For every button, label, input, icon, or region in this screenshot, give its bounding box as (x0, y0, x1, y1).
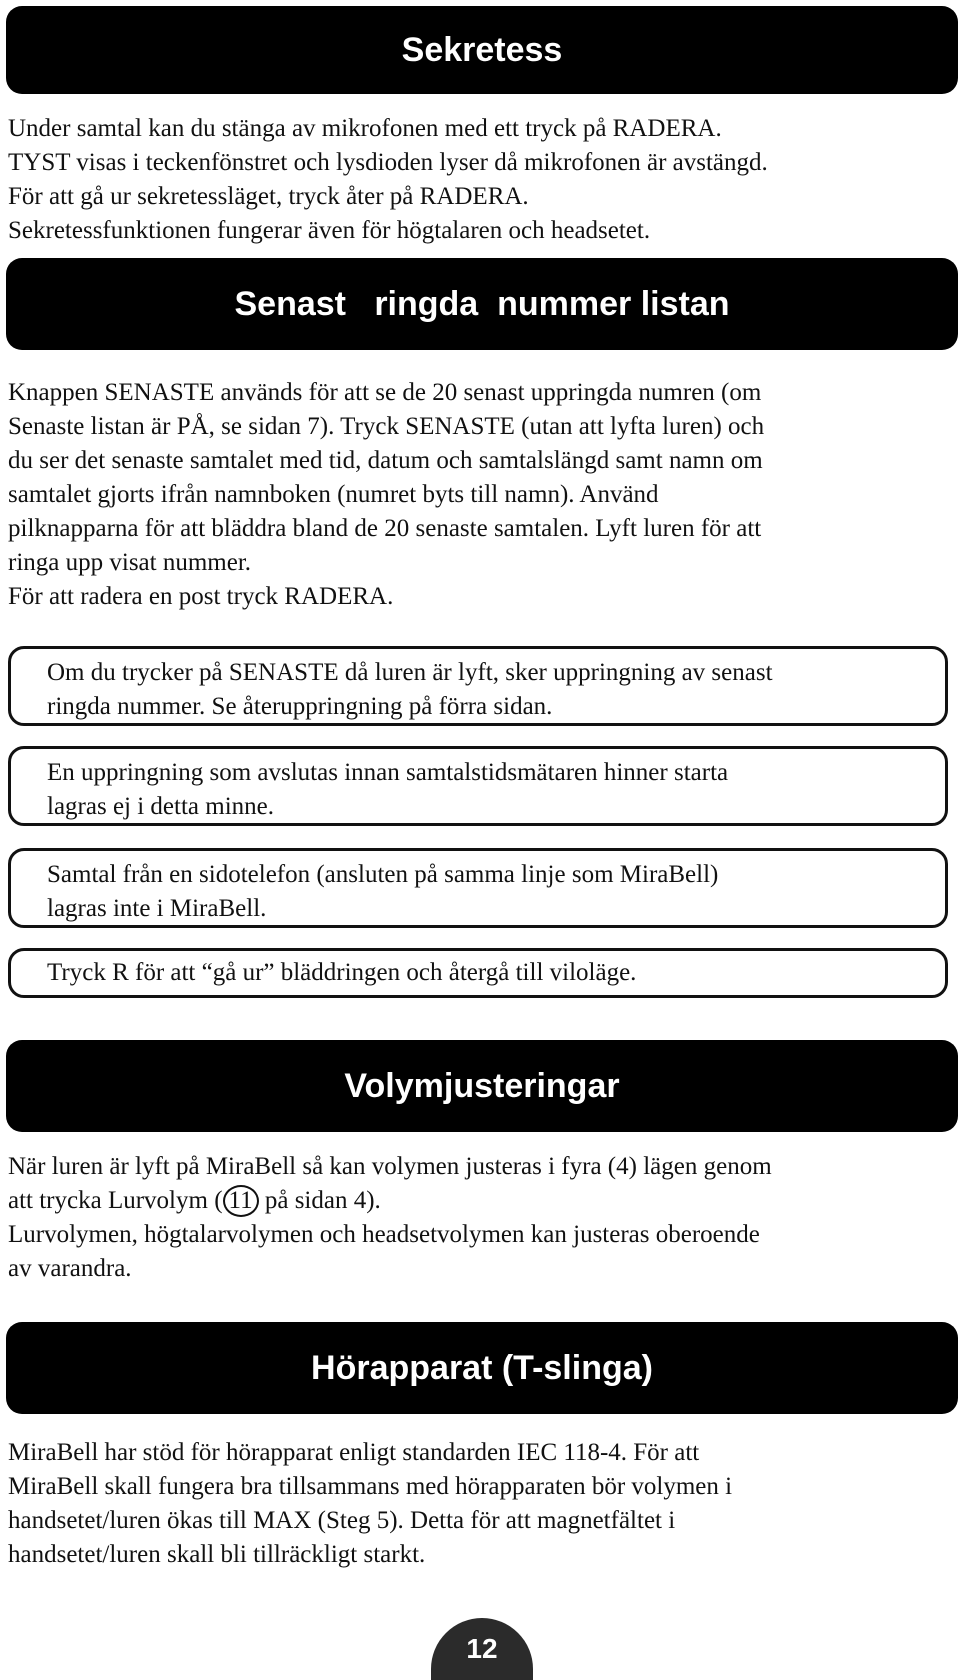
text-line: ringa upp visat nummer. (8, 549, 252, 576)
text-line: När luren är lyft på MiraBell så kan volymen justeras i fyra (4) lägen genom (8, 1153, 772, 1180)
note-box (8, 948, 948, 998)
page-number-badge (431, 1618, 533, 1680)
section-heading-sekretess (6, 6, 958, 94)
text-line: MiraBell skall fungera bra tillsammans med hörapparaten bör volymen i (8, 1473, 733, 1500)
text-line: Lurvolymen, högtalarvolymen och headsetvolymen kan justeras oberoende (8, 1221, 760, 1248)
senast-paragraph (8, 376, 956, 614)
text-line: lagras inte i MiraBell. (47, 895, 267, 922)
text-line: handsetet/luren skall bli tillräckligt starkt. (8, 1541, 426, 1568)
text-line: Under samtal kan du stänga av mikrofonen med ett tryck på RADERA. (8, 115, 722, 142)
section-title: Senast ringda nummer listan (234, 284, 730, 323)
text-line: samtalet gjorts ifrån namnboken (numret byts till namn). Använd (8, 481, 659, 508)
section-heading-volym (6, 1040, 958, 1132)
text-line: du ser det senaste samtalet med tid, datum och samtalslängd samt namn om (8, 447, 763, 474)
text-line: För att gå ur sekretessläget, tryck åter på RADERA. (8, 183, 529, 210)
text-line: Sekretessfunktionen fungerar även för högtalaren och headsetet. (8, 217, 651, 244)
text-line: Samtal från en sidotelefon (ansluten på samma linje som MiraBell) (47, 861, 719, 888)
key-11-reference: 11 (223, 1185, 259, 1217)
text-line: lagras ej i detta minne. (47, 793, 275, 820)
text-line: Tryck R för att “gå ur” bläddringen och återgå till viloläge. (47, 959, 637, 986)
section-heading-horapparat (6, 1322, 958, 1414)
text-line: TYST visas i teckenfönstret och lysdioden lyser då mikrofonen är avstängd. (8, 149, 768, 176)
section-title: Volymjusteringar (344, 1066, 620, 1105)
text-line: MiraBell har stöd för hörapparat enligt standarden IEC 118-4. För att (8, 1439, 700, 1466)
note-box (8, 646, 948, 726)
volym-paragraph (8, 1150, 956, 1286)
text-line: En uppringning som avslutas innan samtalstidsmätaren hinner starta (47, 759, 729, 786)
page-number: 12 (466, 1633, 498, 1664)
sekretess-paragraph (8, 112, 956, 248)
text-line: Senaste listan är PÅ, se sidan 7). Tryck SENASTE (utan att lyfta luren) och (8, 413, 765, 440)
text-line: av varandra. (8, 1255, 132, 1282)
text-line: Knappen SENASTE används för att se de 20 senast uppringda numren (om (8, 379, 762, 406)
text-line: ringda nummer. Se återuppringning på förra sidan. (47, 693, 553, 720)
text-line (8, 1184, 956, 1218)
text-fragment: på sidan 4). (258, 1187, 381, 1214)
text-line: handsetet/luren ökas till MAX (Steg 5). Detta för att magnetfältet i (8, 1507, 676, 1534)
text-fragment: att trycka Lurvolym ( (8, 1187, 223, 1214)
text-line: pilknapparna för att bläddra bland de 20 senaste samtalen. Lyft luren för att (8, 515, 762, 542)
note-box (8, 848, 948, 928)
text-line: Om du trycker på SENASTE då luren är lyft, sker uppringning av senast (47, 659, 773, 686)
section-title: Hörapparat (T-slinga) (311, 1348, 653, 1387)
section-title: Sekretess (401, 30, 563, 69)
note-box (8, 746, 948, 826)
text-line: För att radera en post tryck RADERA. (8, 583, 394, 610)
section-heading-senast (6, 258, 958, 350)
horapparat-paragraph (8, 1436, 956, 1572)
